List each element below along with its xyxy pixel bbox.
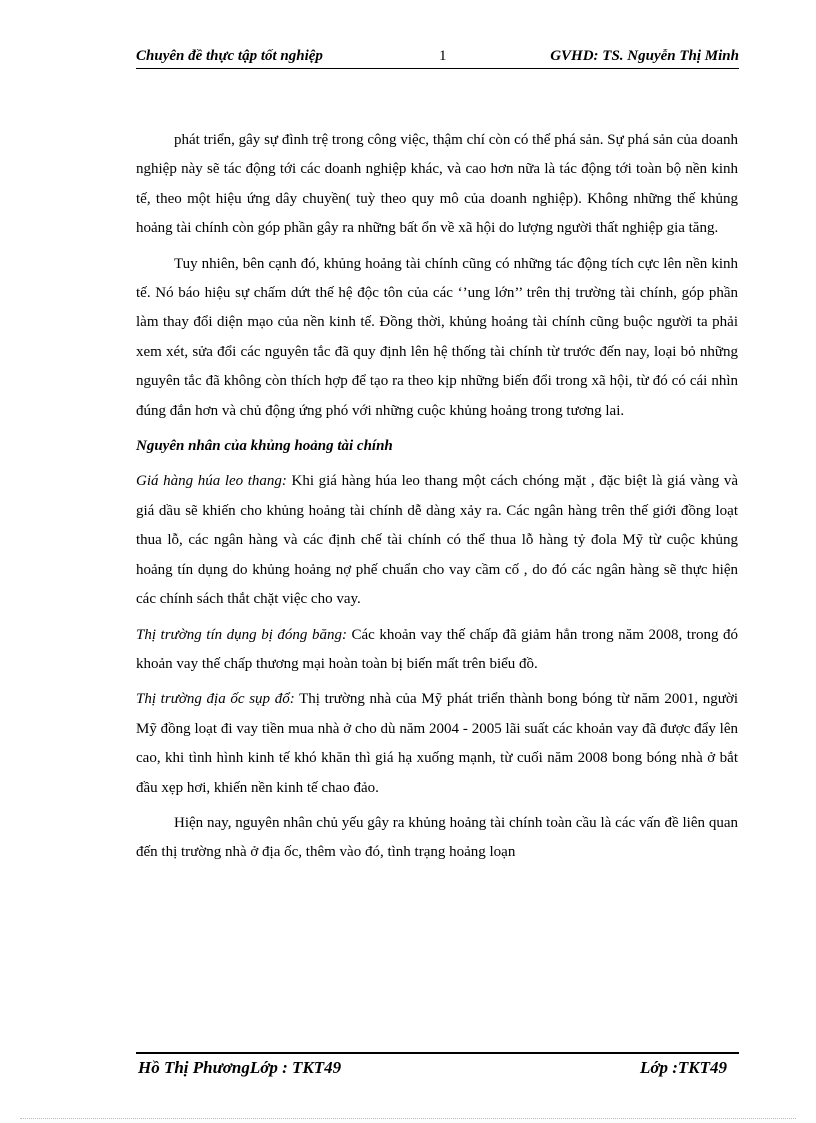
paragraph-4-lead: Thị trường tín dụng bị đóng băng: xyxy=(136,626,347,643)
paragraph-4-text: Các khoản vay thế chấp đã giảm hẳn trong năm 2008, trong đó khoản vay thế chấp thương mại hoàn toàn bị biến mất trên biểu đồ. xyxy=(136,626,738,672)
page-footer xyxy=(136,1052,739,1080)
paragraph-5-text: Thị trường nhà của Mỹ phát triển thành bong bóng từ năm 2001, người Mỹ đồng loạt đi vay tiền mua nhà ở cho dù năm 2004 - 2005 lãi suất các khoản vay đã được đẩy lên cao, khi tình hình kinh tế khó khăn thì giá hạ xuống mạnh, từ cuối năm 2008 bong bóng nhà ở bắt đầu xẹp hơi, khiến nền kinh tế chao đảo. xyxy=(136,691,738,796)
header-supervisor: GVHD: TS. Nguyễn Thị Minh xyxy=(550,48,739,64)
paragraph-3-lead: Giá hàng húa leo thang: xyxy=(136,473,287,490)
paragraph-4 xyxy=(136,621,738,680)
page-number: 1 xyxy=(439,48,447,64)
paragraph-5 xyxy=(136,685,738,803)
footer-class: Lớp :TKT49 xyxy=(639,1058,727,1077)
header-title: Chuyên đề thực tập tốt nghiệp xyxy=(136,48,323,64)
paragraph-3-text: Khi giá hàng húa leo thang một cách chóng mặt , đặc biệt là giá vàng và giá dầu sẽ khiến cho khủng hoảng tài chính dễ dàng xảy ra. Các ngân hàng trên thế giới đồng loạt thua lỗ, các ngân hàng và các định chế tài chính có thể thua lỗ hàng tỷ đola Mỹ từ cuộc khủng hoảng tín dụng do khủng hoảng nợ phế chuẩn cho vay cầm cố , do đó các ngân hàng sẽ thực hiện các chính sách thắt chặt việc cho vay. xyxy=(136,473,738,608)
paragraph-1: phát triển, gây sự đình trệ trong công việc, thậm chí còn có thể phá sản. Sự phá sản của doanh nghiệp này sẽ tác động tới các doanh nghiệp khác, và cao hơn nữa là tác động tới toàn bộ nền kinh tế, theo một hiệu ứng dây chuyền( tuỳ theo quy mô của doanh nghiệp). Không những thế khủng hoảng tài chính còn góp phần gây ra những bất ổn về xã hội do lượng người thất nghiệp gia tăng. xyxy=(136,132,738,237)
footer-author: Hồ Thị PhươngLớp : TKT49 xyxy=(138,1058,342,1077)
paragraph-3 xyxy=(136,467,738,614)
body-text xyxy=(136,126,738,874)
page-edge-divider xyxy=(20,1118,796,1119)
paragraph-2: Tuy nhiên, bên cạnh đó, khủng hoảng tài chính cũng có những tác động tích cực lên nền kinh tế. Nó báo hiệu sự chấm dứt thế hệ độc tôn của các ‘’ung lớn’’ trên thị trường tài chính, góp phần làm thay đổi diện mạo của nền kinh tế. Đồng thời, khủng hoảng tài chính cũng buộc người ta phải xem xét, sửa đổi các nguyên tắc đã quy định lên hệ thống tài chính từ trước đến nay, loại bỏ những nguyên tắc đã không còn thích hợp để tạo ra theo kịp những biến đổi trong xã hội, từ đó có cái nhìn đúng đắn hơn và chủ động ứng phó với những cuộc khủng hoảng trong tương lai. xyxy=(136,255,738,419)
paragraph-6: Hiện nay, nguyên nhân chủ yếu gây ra khủng hoảng tài chính toàn cầu là các vấn đề liên quan đến thị trường nhà ở địa ốc, thêm vào đó, tình trạng hoảng loạn xyxy=(136,814,738,861)
section-heading: Nguyên nhân của khủng hoảng tài chính xyxy=(136,438,393,455)
page-header xyxy=(136,46,739,69)
paragraph-5-lead: Thị trường địa ốc sụp đổ: xyxy=(136,691,295,708)
